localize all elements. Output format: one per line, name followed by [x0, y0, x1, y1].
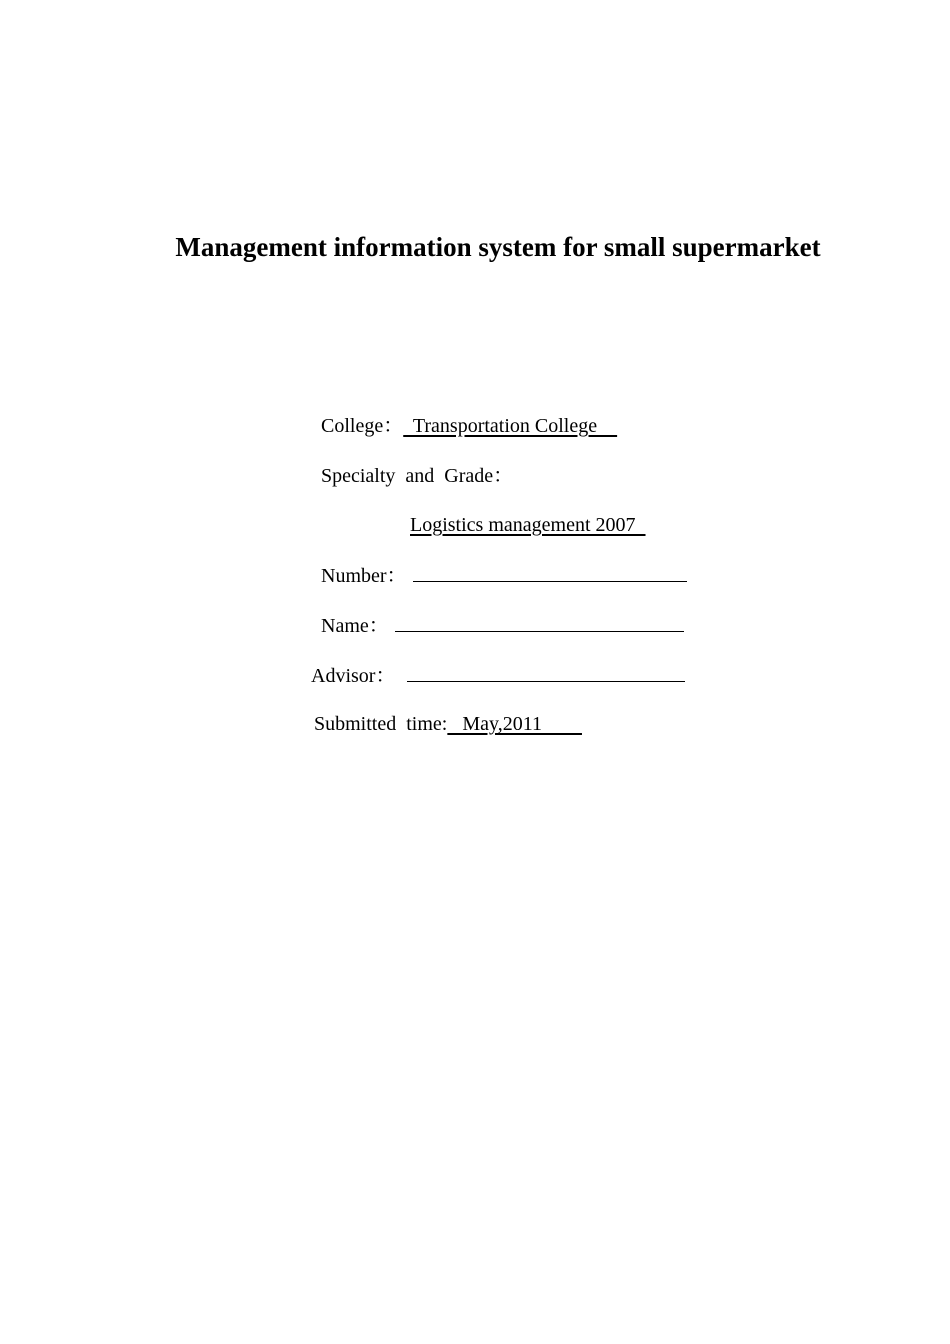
- college-line: [321, 414, 617, 438]
- name-label: Name：: [321, 615, 389, 637]
- advisor-blank: [407, 663, 685, 682]
- number-blank: [413, 563, 687, 582]
- submitted-time-label: Submitted time:: [314, 713, 448, 735]
- advisor-line: [311, 663, 685, 688]
- specialty-grade-value: Logistics management 2007: [410, 514, 646, 536]
- name-blank: [395, 613, 684, 632]
- specialty-grade-line: [321, 464, 513, 488]
- name-line: [321, 613, 684, 638]
- specialty-grade-label: Specialty and Grade：: [321, 465, 514, 487]
- document-title: Management information system for small supermarket: [175, 232, 821, 262]
- specialty-grade-value-line: [410, 513, 646, 537]
- number-label: Number：: [321, 565, 407, 587]
- submitted-time-line: [314, 712, 582, 736]
- college-label: College：: [321, 415, 404, 437]
- advisor-label: Advisor：: [311, 665, 396, 687]
- number-line: [321, 563, 687, 588]
- submitted-time-value: May,2011: [447, 713, 582, 735]
- college-value: Transportation College: [403, 415, 618, 437]
